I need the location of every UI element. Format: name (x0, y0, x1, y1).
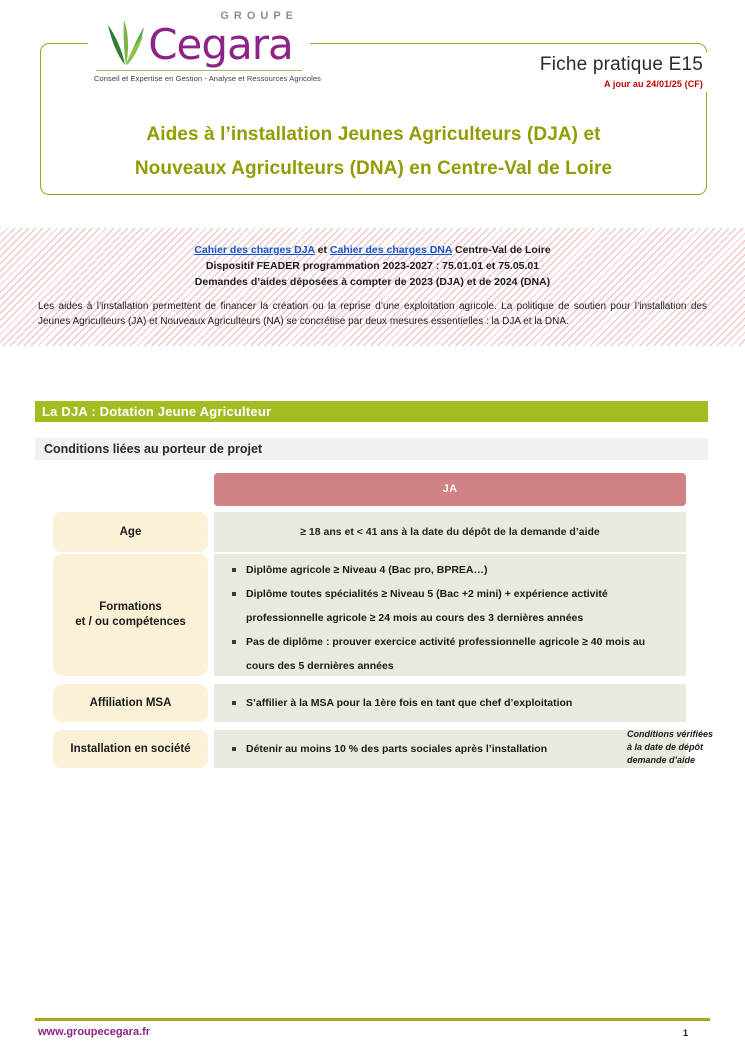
link-cahier-charges-dja[interactable]: Cahier des charges DJA (194, 244, 315, 256)
intro-link-suffix: Centre-Val de Loire (452, 244, 551, 256)
intro-panel (0, 228, 745, 346)
logo-groupe-text: GROUPE (220, 10, 298, 22)
grass-icon (105, 19, 147, 65)
table-row-label-affiliation-msa (53, 684, 208, 722)
intro-line-feader: Dispositif FEADER programmation 2023-2027 : 75.01.01 et 75.05.01 (205, 260, 540, 272)
msa-bullet-list (224, 691, 676, 715)
list-item: Détenir au moins 10 % des parts sociales après l’installation (224, 737, 676, 761)
logo-brand-text: Cegara (148, 20, 293, 69)
intro-link-separator: et (314, 244, 330, 256)
intro-links-line (38, 242, 707, 258)
document-header (0, 0, 745, 210)
societe-bullet-list (224, 737, 676, 761)
link-cahier-charges-dna[interactable]: Cahier des charges DNA (329, 244, 453, 256)
list-item: S’affilier à la MSA pour la 1ère fois en tant que chef d’exploitation (224, 691, 676, 715)
list-item: Diplôme agricole ≥ Niveau 4 (Bac pro, BPREA…) (224, 558, 676, 582)
formations-bullet-list (224, 558, 676, 702)
sheet-reference (530, 52, 707, 92)
page-title-line2: Nouveaux Agriculteurs (DNA) en Centre-Val de Loire (134, 158, 613, 179)
table-side-note (627, 728, 732, 767)
intro-reference-lines (38, 242, 707, 290)
table-column-header-ja: JA (214, 473, 686, 506)
row-label-line1: Formations (99, 601, 162, 613)
section-header-dja: La DJA : Dotation Jeune Agriculteur (35, 401, 708, 422)
logo-tagline: Conseil et Expertise en Gestion - Analyse et Ressources Agricoles (94, 74, 322, 83)
row-label-line2: et / ou compétences (75, 616, 186, 628)
table-row-value-formations (214, 554, 686, 676)
table-row-value-affiliation-msa (214, 684, 686, 722)
row-value-text: ≥ 18 ans et < 41 ans à la date du dépôt de la demande d’aide (300, 526, 600, 538)
page-title (46, 118, 701, 186)
sheet-label: Fiche pratique E15 (539, 54, 703, 75)
page-title-line1: Aides à l’installation Jeunes Agriculteurs (DJA) et (146, 124, 601, 145)
side-note-line2: à la date de dépôt (627, 742, 704, 752)
list-item: Pas de diplôme : prouver exercice activité professionnelle agricole ≥ 40 mois au cours des 5 dernières années (224, 630, 676, 678)
list-item: Diplôme toutes spécialités ≥ Niveau 5 (Bac +2 mini) + expérience activité professionnelle agricole ≥ 24 mois au cours des 3 dernières années (224, 582, 676, 630)
side-note-line3: demande d’aide (627, 755, 696, 765)
logo-divider (96, 70, 302, 71)
side-note-line1: Conditions vérifiées (627, 729, 714, 739)
table-row-value-age (214, 512, 686, 552)
footer-divider (35, 1018, 710, 1021)
intro-line-demandes: Demandes d’aides déposées à compter de 2023 (DJA) et de 2024 (DNA) (194, 276, 551, 288)
table-row-value-installation-societe (214, 730, 686, 768)
table-row-label-installation-societe (53, 730, 208, 768)
update-date-label: A jour au 24/01/25 (CF) (604, 79, 703, 89)
row-label-text: Age (119, 525, 142, 538)
footer-page-number: 1 (683, 1028, 689, 1038)
footer-website-link[interactable]: www.groupecegara.fr (38, 1026, 151, 1038)
intro-paragraph: Les aides à l’installation permettent de financer la création ou la reprise d’une exploitation agricole. La politique de soutien pour l’installation des Jeunes Agriculteurs (JA) et Nouveaux Agriculteurs (NA) se concrétise par deux mesures essentielles : la DJA et la DNA. (38, 301, 707, 327)
row-label-text: Installation en société (70, 742, 191, 755)
row-label-text: Affiliation MSA (89, 696, 172, 709)
table-row-label-age (53, 512, 208, 552)
subsection-header-conditions: Conditions liées au porteur de projet (35, 438, 708, 460)
table-row-label-formations (53, 554, 208, 676)
company-logo (88, 8, 322, 87)
